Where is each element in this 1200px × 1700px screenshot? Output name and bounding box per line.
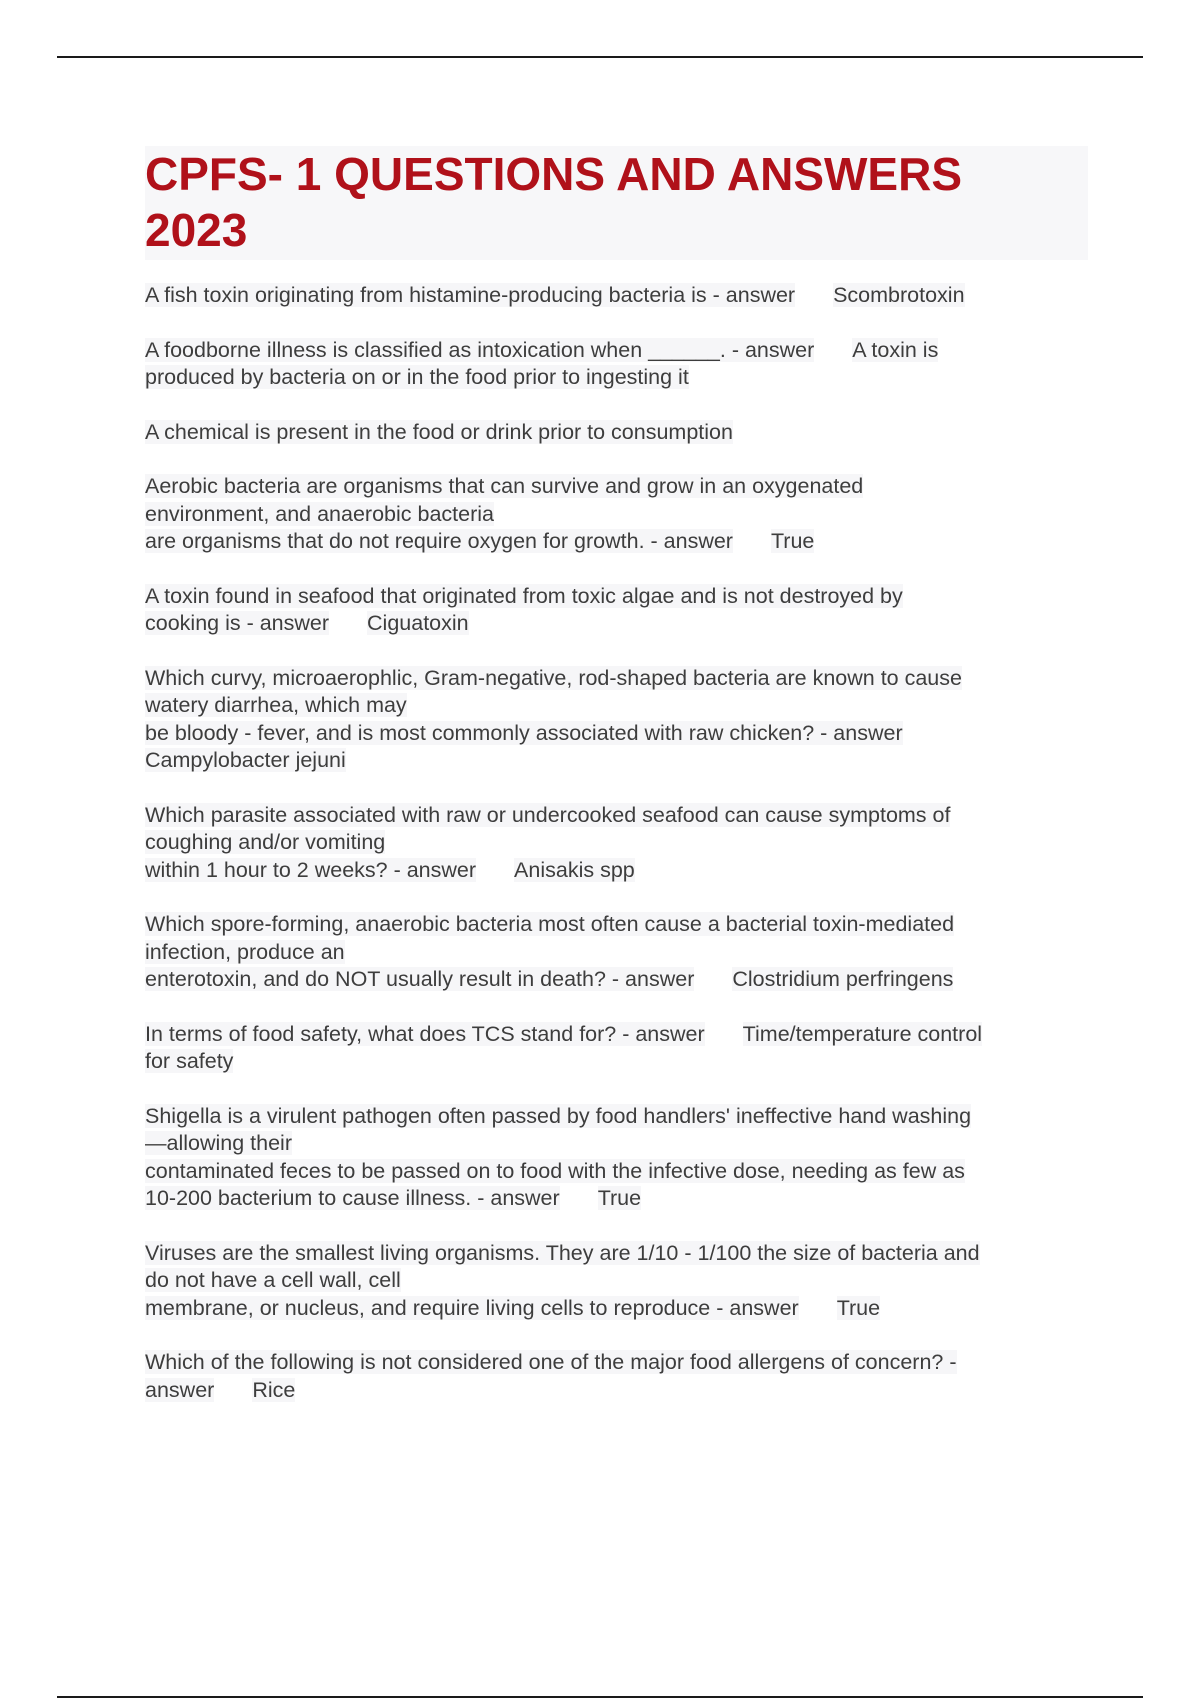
qa-item [145, 282, 1090, 310]
qa-line [145, 966, 1090, 994]
qa-line-text: In terms of food safety, what does TCS stand for? - answer [145, 1021, 705, 1046]
qa-answer: Rice [252, 1377, 296, 1402]
qa-line [145, 419, 1090, 447]
qa-line [145, 1021, 1090, 1049]
qa-line [145, 939, 1090, 967]
qa-line [145, 911, 1090, 939]
qa-list [145, 282, 1090, 1431]
qa-line [145, 747, 1090, 775]
qa-answer: Scombrotoxin [833, 283, 965, 307]
qa-answer: Clostridium perfringens [732, 967, 954, 991]
qa-line-text: A foodborne illness is classified as intoxication when ______. - answer [145, 337, 815, 362]
page-title [145, 146, 1088, 258]
qa-line-text: Aerobic bacteria are organisms that can survive and grow in an oxygenated [145, 474, 864, 498]
qa-line [145, 1267, 1090, 1295]
qa-line [145, 501, 1090, 529]
qa-answer: Ciguatoxin [367, 611, 469, 635]
qa-item [145, 1240, 1090, 1323]
qa-line [145, 720, 1090, 748]
qa-answer: True [770, 529, 815, 553]
title-block [145, 146, 1088, 260]
qa-line [145, 1240, 1090, 1268]
qa-item [145, 1021, 1090, 1076]
qa-line [145, 282, 1090, 310]
title-line-2: 2023 [145, 204, 248, 256]
qa-line-text: enterotoxin, and do NOT usually result in death? - answer [145, 967, 695, 991]
qa-item [145, 1103, 1090, 1213]
qa-line [145, 1295, 1090, 1323]
qa-item [145, 1349, 1090, 1404]
qa-item [145, 911, 1090, 994]
qa-line [145, 1185, 1090, 1213]
title-line-1: CPFS- 1 QUESTIONS AND ANSWERS [145, 148, 962, 200]
qa-line-text: —allowing their [145, 1131, 292, 1155]
qa-item [145, 583, 1090, 638]
qa-line-text: watery diarrhea, which may [145, 693, 407, 717]
qa-line-text: Which parasite associated with raw or undercooked seafood can cause symptoms of [145, 802, 951, 827]
qa-line [145, 692, 1090, 720]
qa-line [145, 473, 1090, 501]
qa-line-text: Campylobacter jejuni [145, 748, 346, 772]
qa-line-text: Which spore-forming, anaerobic bacteria most often cause a bacterial toxin-mediated [145, 912, 955, 936]
qa-line [145, 857, 1090, 885]
qa-line [145, 337, 1090, 365]
qa-line-text: Viruses are the smallest living organisms. They are 1/10 - 1/100 the size of bacteria and [145, 1240, 980, 1265]
qa-line-text: within 1 hour to 2 weeks? - answer [145, 857, 477, 882]
qa-line [145, 665, 1090, 693]
qa-line-text: A toxin found in seafood that originated from toxic algae and is not destroyed by [145, 583, 903, 608]
qa-item [145, 665, 1090, 775]
qa-line-text: do not have a cell wall, cell [145, 1268, 401, 1292]
qa-line [145, 1048, 1090, 1076]
qa-line-text: cooking is - answer [145, 611, 330, 635]
qa-line-text: environment, and anaerobic bacteria [145, 501, 494, 526]
qa-line-text: produced by bacteria on or in the food prior to ingesting it [145, 365, 689, 389]
qa-line [145, 1377, 1090, 1405]
qa-item [145, 473, 1090, 556]
qa-line-text: Which of the following is not considered one of the major food allergens of concern? - [145, 1350, 957, 1374]
qa-line-text: 10-200 bacterium to cause illness. - answer [145, 1186, 560, 1210]
qa-line [145, 802, 1090, 830]
qa-line [145, 583, 1090, 611]
top-rule [57, 56, 1143, 58]
qa-line-text: coughing and/or vomiting [145, 830, 386, 854]
qa-line [145, 528, 1090, 556]
qa-line-text: answer [145, 1377, 215, 1402]
qa-line-text: are organisms that do not require oxygen for growth. - answer [145, 529, 733, 553]
qa-line-text: be bloody - fever, and is most commonly associated with raw chicken? - answer [145, 720, 903, 745]
qa-answer: Time/temperature control [742, 1021, 983, 1046]
qa-line-text: Shigella is a virulent pathogen often passed by food handlers' ineffective hand washing [145, 1103, 972, 1128]
qa-line [145, 1130, 1090, 1158]
qa-answer: A toxin is [852, 337, 939, 362]
qa-line-text: for safety [145, 1049, 234, 1073]
qa-line [145, 829, 1090, 857]
qa-line [145, 364, 1090, 392]
qa-line-text: A fish toxin originating from histamine-producing bacteria is - answer [145, 283, 796, 307]
qa-line [145, 1349, 1090, 1377]
qa-answer: Anisakis spp [514, 857, 635, 882]
qa-answer: True [836, 1295, 881, 1320]
qa-item [145, 337, 1090, 392]
qa-line [145, 1103, 1090, 1131]
qa-answer: True [597, 1186, 642, 1210]
qa-line-text: Which curvy, microaerophlic, Gram-negative, rod-shaped bacteria are known to cause [145, 665, 962, 690]
qa-item [145, 802, 1090, 885]
qa-line-text: membrane, or nucleus, and require living cells to reproduce - answer [145, 1295, 799, 1320]
qa-line [145, 610, 1090, 638]
qa-line-text: contaminated feces to be passed on to food with the infective dose, needing as few as [145, 1158, 965, 1183]
bottom-rule [57, 1696, 1143, 1698]
qa-line-text: A chemical is present in the food or drink prior to consumption [145, 419, 733, 444]
qa-line [145, 1158, 1090, 1186]
qa-item [145, 419, 1090, 447]
qa-line-text: infection, produce an [145, 939, 345, 964]
